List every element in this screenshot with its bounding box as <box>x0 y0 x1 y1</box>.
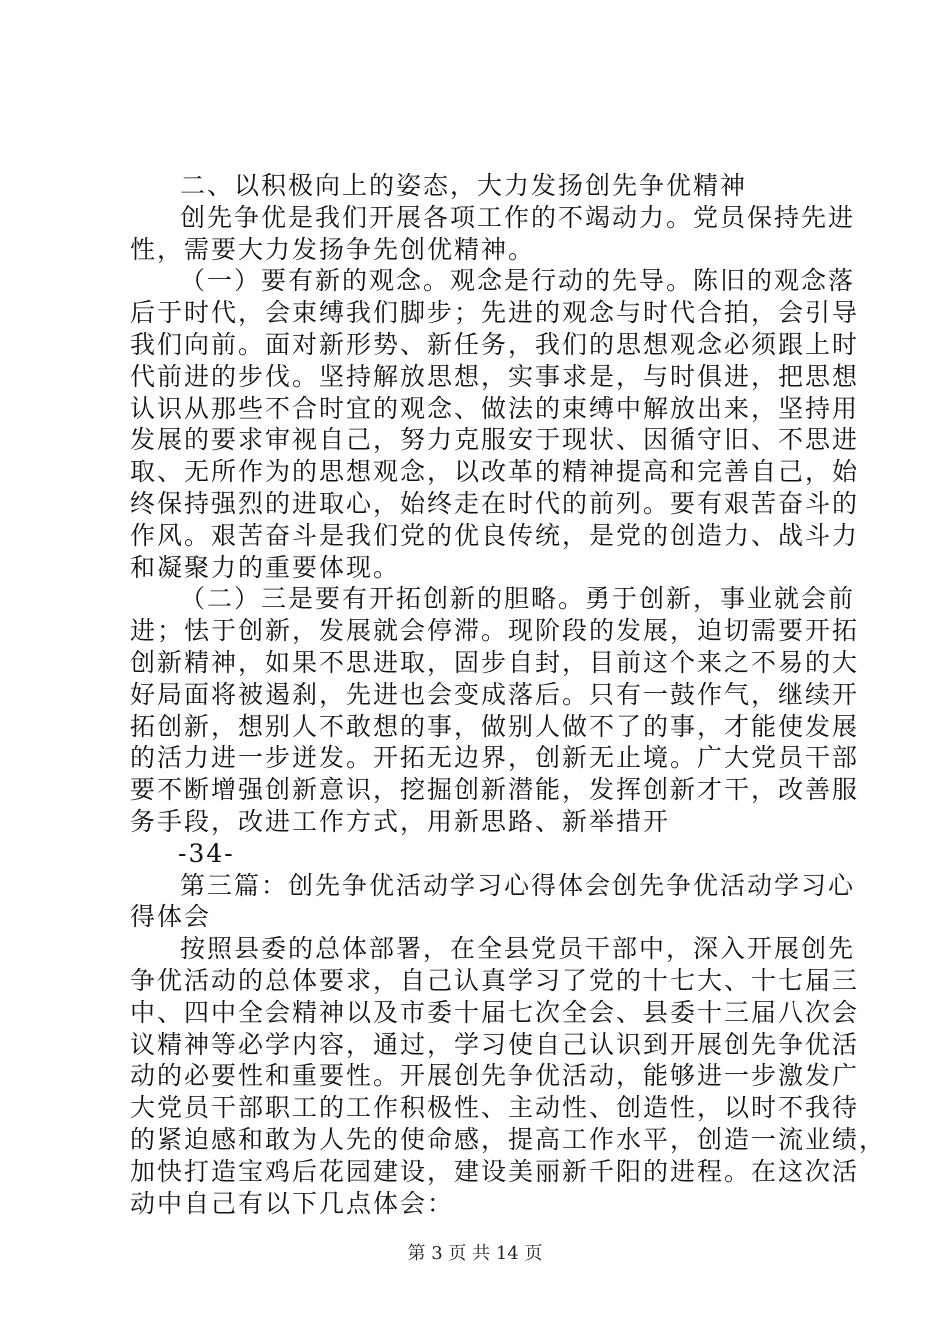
section-heading: 二、以积极向上的姿态，大力发扬创先争优精神 <box>180 171 748 200</box>
page-footer: 第 3 页 共 14 页 <box>407 1243 543 1264</box>
paragraph-line: 的紧迫感和敢为人先的使命感，提高工作水平，创造一流业绩， <box>130 1125 887 1154</box>
paragraph-line: 创新精神，如果不思进取，固步自封，目前这个来之不易的大 <box>130 648 860 677</box>
article-title-line: 第三篇：创先争优活动学习心得体会创先争优活动学习心 <box>180 871 856 900</box>
inline-page-number: -34- <box>178 839 235 868</box>
paragraph-line: 作风。艰苦奋斗是我们党的优良传统，是党的创造力、战斗力 <box>130 521 860 550</box>
paragraph-line: 和凝聚力的重要体现。 <box>130 553 401 582</box>
paragraph-line: 拓创新，想别人不敢想的事，做别人做不了的事，才能使发展 <box>130 712 860 741</box>
paragraph-line: 大党员干部职工的工作积极性、主动性、创造性，以时不我待 <box>130 1093 860 1122</box>
paragraph-line: 发展的要求审视自己，努力克服安于现状、因循守旧、不思进 <box>130 425 860 454</box>
paragraph-line: 要不断增强创新意识，挖掘创新潜能，发挥创新才干，改善服 <box>130 775 860 804</box>
paragraph-line: 争优活动的总体要求，自己认真学习了党的十七大、十七届三 <box>130 966 860 995</box>
paragraph-line: 加快打造宝鸡后花园建设，建设美丽新千阳的进程。在这次活 <box>130 1157 860 1186</box>
paragraph-line: 进；怯于创新，发展就会停滞。现阶段的发展，迫切需要开拓 <box>130 616 860 645</box>
paragraph-line: 好局面将被遏刹，先进也会变成落后。只有一鼓作气，继续开 <box>130 680 860 709</box>
paragraph-line: （二）三是要有开拓创新的胆略。勇于创新，事业就会前 <box>180 584 856 613</box>
paragraph-line: 后于时代，会束缚我们脚步；先进的观念与时代合拍，会引导 <box>130 298 860 327</box>
paragraph-line: 创先争优是我们开展各项工作的不竭动力。党员保持先进 <box>180 203 856 232</box>
paragraph-line: 务手段，改进工作方式，用新思路、新举措开 <box>130 807 671 836</box>
paragraph-line: 性，需要大力发扬争先创优精神。 <box>130 235 536 264</box>
paragraph-line: 我们向前。面对新形势、新任务，我们的思想观念必须跟上时 <box>130 330 860 359</box>
paragraph-line: 按照县委的总体部署，在全县党员干部中，深入开展创先 <box>180 934 856 963</box>
paragraph-line: 动的必要性和重要性。开展创先争优活动，能够进一步激发广 <box>130 1061 860 1090</box>
paragraph-line: （一）要有新的观念。观念是行动的先导。陈旧的观念落 <box>180 266 856 295</box>
paragraph-line: 中、四中全会精神以及市委十届七次全会、县委十三届八次会 <box>130 998 860 1027</box>
paragraph-line: 代前进的步伐。坚持解放思想，实事求是，与时俱进，把思想 <box>130 362 860 391</box>
paragraph-line: 取、无所作为的思想观念，以改革的精神提高和完善自己，始 <box>130 457 860 486</box>
paragraph-line: 认识从那些不合时宜的观念、做法的束缚中解放出来，坚持用 <box>130 394 860 423</box>
paragraph-line: 终保持强烈的进取心，始终走在时代的前列。要有艰苦奋斗的 <box>130 489 860 518</box>
article-title-line: 得体会 <box>130 902 212 931</box>
paragraph-line: 的活力进一步迸发。开拓无边界，创新无止境。广大党员干部 <box>130 743 860 772</box>
paragraph-line: 动中自己有以下几点体会： <box>130 1189 455 1218</box>
paragraph-line: 议精神等必学内容，通过，学习使自己认识到开展创先争优活 <box>130 1030 860 1059</box>
